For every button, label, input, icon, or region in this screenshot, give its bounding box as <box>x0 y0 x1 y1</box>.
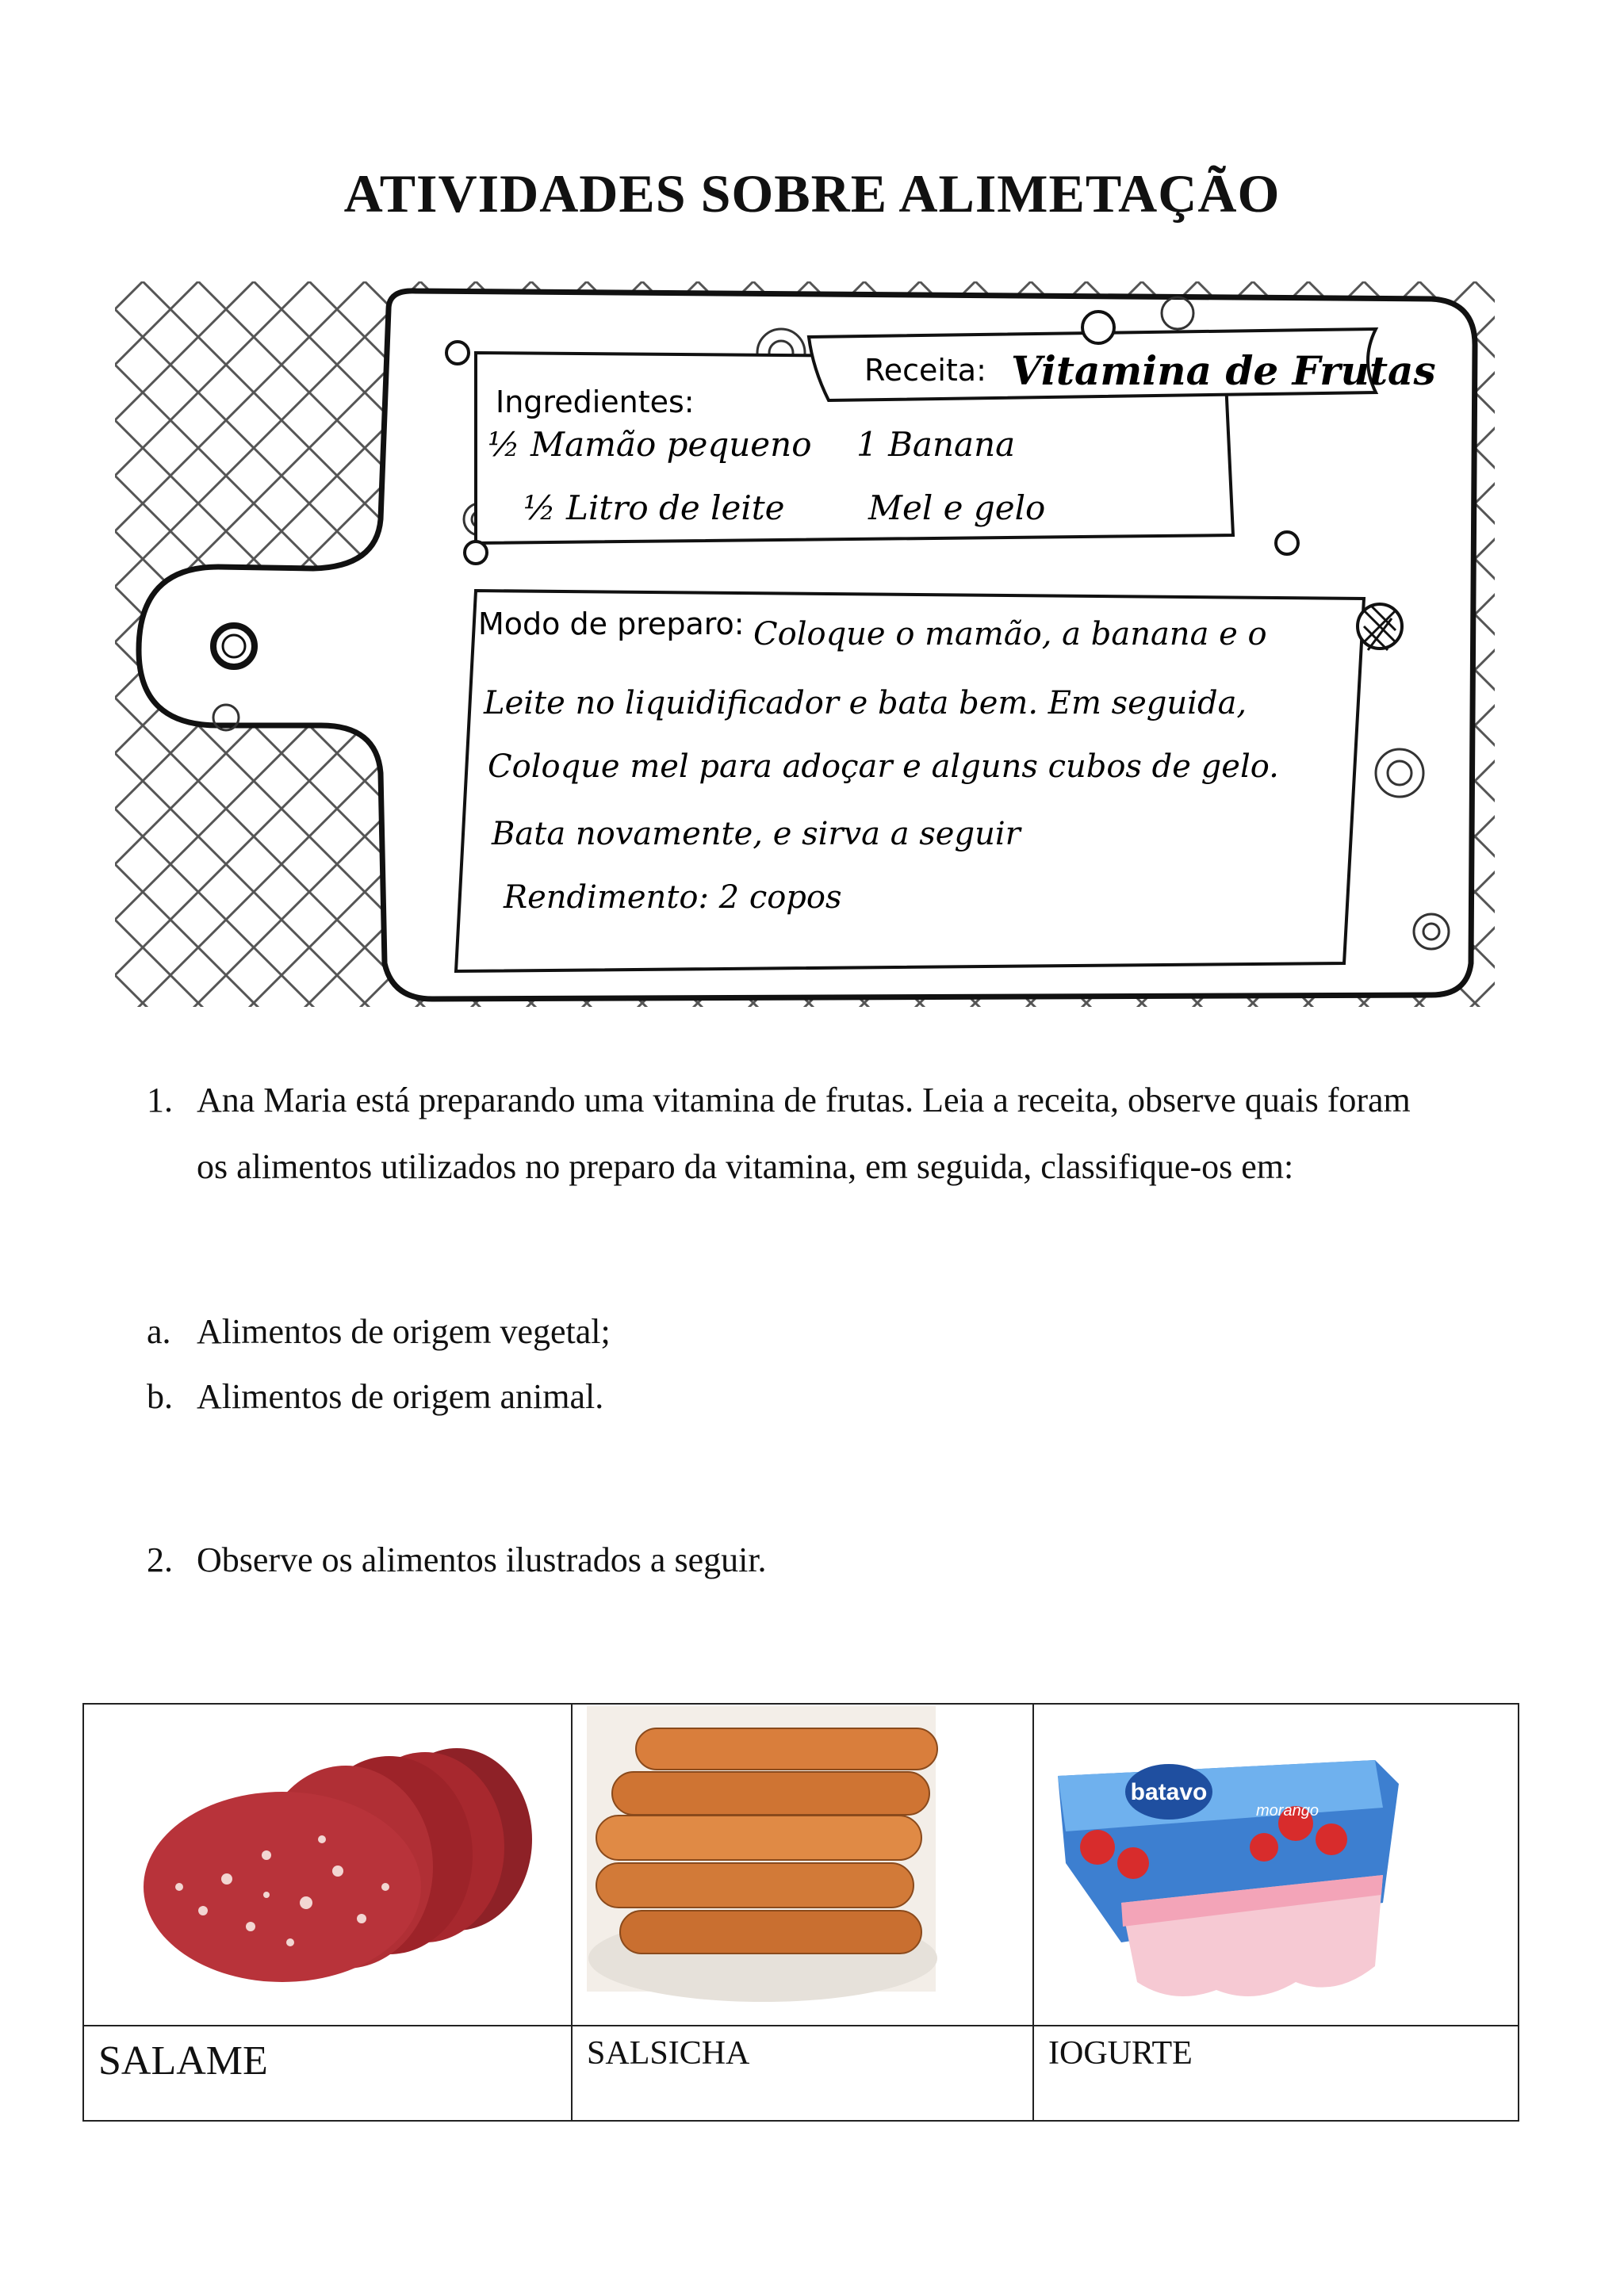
yogurt-image <box>1034 1705 1518 2025</box>
method-label: Modo de preparo: <box>478 607 745 641</box>
ingredient-item: Mel e gelo <box>868 488 1046 527</box>
ingredient-item: ½ Mamão pequeno <box>488 425 812 464</box>
question-text-line: os alimentos utilizados no preparo da vitamina, em seguida, classifique-os em: <box>197 1147 1294 1186</box>
ingredient-item: 1 Banana <box>856 425 1016 464</box>
foods-table <box>82 1703 1519 2122</box>
page-title: ATIVIDADES SOBRE ALIMETAÇÃO <box>343 163 1281 224</box>
method-line: Rendimento: 2 copos <box>504 879 842 916</box>
method-line: Leite no liquidificador e bata bem. Em seguida, <box>484 685 1247 721</box>
method-line: Coloque o mamão, a banana e o <box>753 616 1267 652</box>
salami-image <box>84 1705 571 2025</box>
food-label-cell <box>572 2026 1033 2121</box>
food-image-cell <box>572 1704 1033 2026</box>
ingredient-item: ½ Litro de leite <box>523 488 785 527</box>
method-line: Coloque mel para adoçar e alguns cubos de gelo. <box>488 748 1279 785</box>
question-number: 1. <box>147 1081 173 1119</box>
method-line: Bata novamente, e sirva a seguir <box>492 816 1021 852</box>
food-label: SALSICHA <box>587 2035 750 2072</box>
question-text-line: Ana Maria está preparando uma vitamina de frutas. Leia a receita, observe quais foram <box>197 1081 1411 1119</box>
food-label-cell <box>83 2026 572 2121</box>
recipe-card-illustration <box>115 281 1495 1007</box>
option-text: Alimentos de origem vegetal; <box>197 1312 611 1351</box>
food-label-cell <box>1033 2026 1519 2121</box>
question-text: Observe os alimentos ilustrados a seguir. <box>197 1540 767 1579</box>
yogurt-flavor: morango <box>1256 1802 1319 1820</box>
option-letter: b. <box>147 1377 173 1416</box>
option-text: Alimentos de origem animal. <box>197 1377 604 1416</box>
food-image-cell <box>1033 1704 1519 2026</box>
sausage-image <box>573 1705 1032 2025</box>
food-image-cell <box>83 1704 572 2026</box>
question-number: 2. <box>147 1540 173 1579</box>
food-label: IOGURTE <box>1048 2035 1193 2072</box>
recipe-receita-label: Receita: <box>864 353 986 388</box>
food-label: SALAME <box>98 2038 268 2084</box>
option-letter: a. <box>147 1312 171 1351</box>
ingredients-label: Ingredientes: <box>496 385 695 419</box>
recipe-name: Vitamina de Frutas <box>1011 347 1436 394</box>
yogurt-brand: batavo <box>1130 1779 1208 1805</box>
